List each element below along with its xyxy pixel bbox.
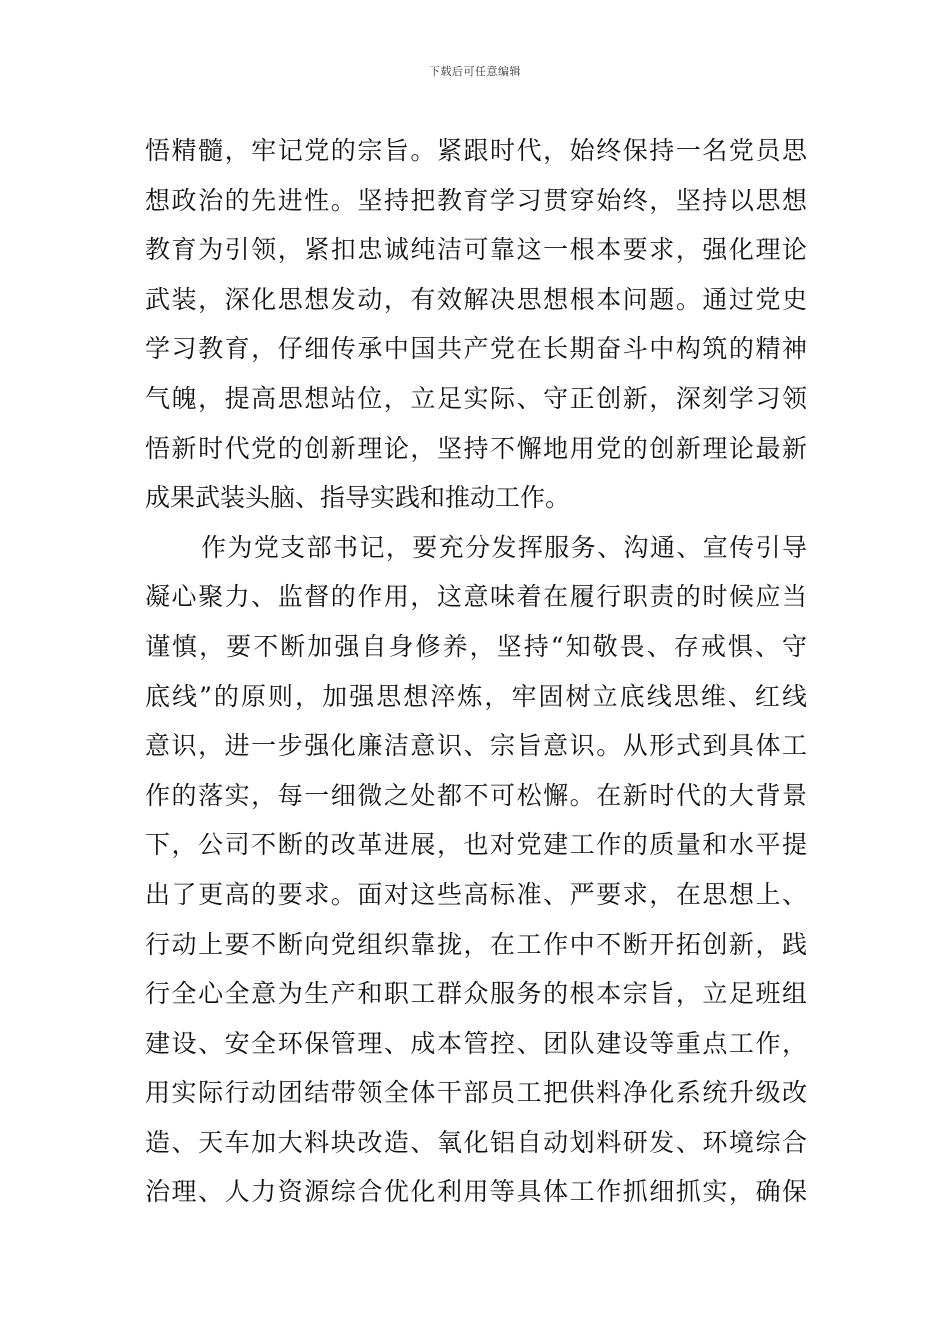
- text-line: 用实际行动团结带领全体干部员工把供料净化系统升级改: [145, 1078, 807, 1108]
- text-line: 建设、安全环保管理、成本管控、团队建设等重点工作，: [145, 1028, 807, 1058]
- text-line: 行动上要不断向党组织靠拢，在工作中不断开拓创新，践: [145, 929, 807, 959]
- text-line: 教育为引领，紧扣忠诚纯洁可靠这一根本要求，强化理论: [145, 235, 807, 265]
- text-line: 想政治的先进性。坚持把教育学习贯穿始终，坚持以思想: [145, 185, 807, 215]
- text-line: 凝心聚力、监督的作用，这意味着在履行职责的时候应当: [145, 582, 807, 612]
- text-line: 作为党支部书记，要充分发挥服务、沟通、宣传引导: [201, 532, 807, 562]
- text-line: 谨慎，要不断加强自身修养，坚持“知敬畏、存戒惧、守: [145, 631, 807, 661]
- text-line: 下，公司不断的改革进展，也对党建工作的质量和水平提: [145, 830, 807, 860]
- page-header: 下载后可任意编辑: [429, 65, 521, 78]
- document-body: [145, 126, 807, 1217]
- text-line: 造、天车加大料块改造、氧化铝自动划料研发、环境综合: [145, 1127, 807, 1157]
- text-line: 成果武装头脑、指导实践和推动工作。: [145, 483, 571, 513]
- text-line: 意识，进一步强化廉洁意识、宗旨意识。从形式到具体工: [145, 731, 807, 761]
- text-line: 悟新时代党的创新理论，坚持不懈地用党的创新理论最新: [145, 433, 807, 463]
- text-line: 治理、人力资源综合优化利用等具体工作抓细抓实，确保: [145, 1177, 807, 1207]
- paragraph-2: [145, 523, 807, 1217]
- text-line: 底线”的原则，加强思想淬炼，牢固树立底线思维、红线: [145, 681, 807, 711]
- text-line: 行全心全意为生产和职工群众服务的根本宗旨，立足班组: [145, 979, 807, 1009]
- text-line: 武装，深化思想发动，有效解决思想根本问题。通过党史: [145, 284, 807, 314]
- text-line: 学习教育，仔细传承中国共产党在长期奋斗中构筑的精神: [145, 334, 807, 364]
- text-line: 气魄，提高思想站位，立足实际、守正创新，深刻学习领: [145, 383, 807, 413]
- paragraph-1: [145, 126, 807, 523]
- text-line: 出了更高的要求。面对这些高标准、严要求，在思想上、: [145, 879, 807, 909]
- text-line: 作的落实，每一细微之处都不可松懈。在新时代的大背景: [145, 780, 807, 810]
- text-line: 悟精髓，牢记党的宗旨。紧跟时代，始终保持一名党员思: [145, 136, 807, 165]
